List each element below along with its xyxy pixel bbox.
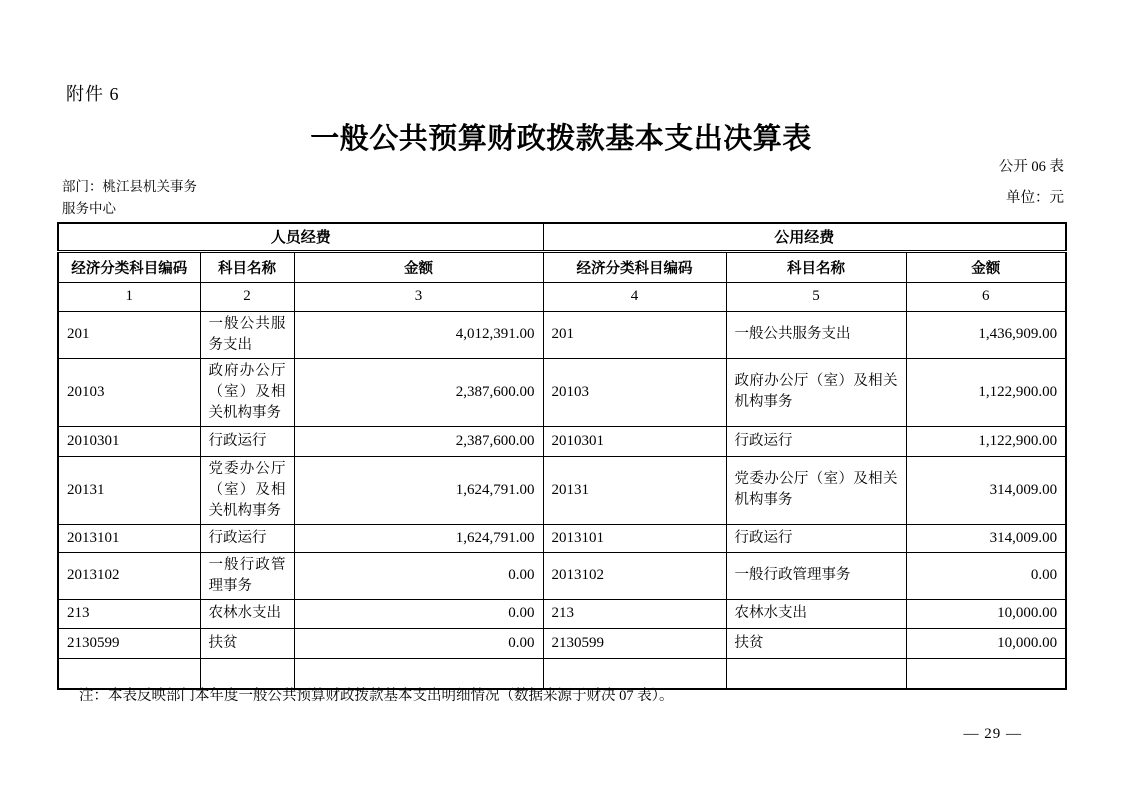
column-number-row [58, 282, 1066, 311]
column-number: 5 [726, 282, 906, 311]
subject-cell: 政府办公厅（室）及相关机构事务 [200, 358, 294, 426]
department-label [62, 176, 197, 220]
department-line-2: 服务中心 [62, 201, 116, 216]
amount-cell: 1,436,909.00 [906, 311, 1066, 358]
code-cell: 2010301 [58, 426, 200, 456]
subject-cell: 扶贫 [200, 628, 294, 658]
table-row [58, 426, 1066, 456]
subject-cell: 政府办公厅（室）及相关机构事务 [726, 358, 906, 426]
subject-cell [726, 658, 906, 689]
column-number: 2 [200, 282, 294, 311]
table-note: 注：本表反映部门本年度一般公共预算财政拨款基本支出明细情况（数据来源于财决 07 表）。 [79, 688, 674, 704]
department-line-1: 部门：桃江县机关事务 [62, 179, 197, 194]
code-cell: 2130599 [543, 628, 726, 658]
amount-cell: 10,000.00 [906, 599, 1066, 628]
group-header-personnel: 人员经费 [58, 223, 543, 251]
subject-cell: 行政运行 [726, 524, 906, 552]
amount-cell: 0.00 [294, 628, 543, 658]
code-cell: 20103 [58, 358, 200, 426]
code-cell: 2010301 [543, 426, 726, 456]
column-header: 科目名称 [726, 251, 906, 282]
amount-cell: 1,624,791.00 [294, 456, 543, 524]
subject-cell: 一般行政管理事务 [726, 552, 906, 599]
subject-cell: 党委办公厅（室）及相关机构事务 [726, 456, 906, 524]
amount-cell: 4,012,391.00 [294, 311, 543, 358]
code-cell: 2013102 [543, 552, 726, 599]
column-header: 金额 [294, 251, 543, 282]
code-cell: 213 [58, 599, 200, 628]
column-header: 金额 [906, 251, 1066, 282]
code-cell: 20131 [58, 456, 200, 524]
code-cell: 2013102 [58, 552, 200, 599]
code-cell: 2013101 [543, 524, 726, 552]
table-row [58, 552, 1066, 599]
unit-label: 单位：元 [1006, 190, 1064, 206]
group-header-row [58, 223, 1066, 251]
subject-cell: 行政运行 [200, 524, 294, 552]
amount-cell: 1,624,791.00 [294, 524, 543, 552]
table-ref-label: 公开 06 表 [998, 159, 1064, 175]
attachment-label: 附件 6 [66, 84, 120, 104]
amount-cell [906, 658, 1066, 689]
code-cell: 213 [543, 599, 726, 628]
page-title: 一般公共预算财政拨款基本支出决算表 [310, 123, 812, 155]
column-header: 经济分类科目编码 [58, 251, 200, 282]
table-row [58, 311, 1066, 358]
subject-cell: 农林水支出 [726, 599, 906, 628]
subject-cell: 农林水支出 [200, 599, 294, 628]
table-row [58, 628, 1066, 658]
amount-cell: 1,122,900.00 [906, 358, 1066, 426]
subject-cell: 行政运行 [200, 426, 294, 456]
page-number: — 29 — [963, 726, 1022, 742]
amount-cell: 0.00 [294, 552, 543, 599]
amount-cell: 0.00 [906, 552, 1066, 599]
code-cell: 2130599 [58, 628, 200, 658]
amount-cell: 0.00 [294, 599, 543, 628]
code-cell: 201 [543, 311, 726, 358]
amount-cell: 314,009.00 [906, 524, 1066, 552]
column-header-row [58, 251, 1066, 282]
column-number: 4 [543, 282, 726, 311]
amount-cell: 1,122,900.00 [906, 426, 1066, 456]
subject-cell: 一般公共服务支出 [200, 311, 294, 358]
code-cell: 201 [58, 311, 200, 358]
subject-cell: 行政运行 [726, 426, 906, 456]
table-row [58, 456, 1066, 524]
subject-cell: 党委办公厅（室）及相关机构事务 [200, 456, 294, 524]
amount-cell: 10,000.00 [906, 628, 1066, 658]
code-cell: 2013101 [58, 524, 200, 552]
column-number: 6 [906, 282, 1066, 311]
code-cell: 20131 [543, 456, 726, 524]
expenditure-table-wrap [57, 222, 1065, 690]
subject-cell: 一般行政管理事务 [200, 552, 294, 599]
column-header: 科目名称 [200, 251, 294, 282]
code-cell: 20103 [543, 358, 726, 426]
group-header-public: 公用经费 [543, 223, 1066, 251]
table-row [58, 599, 1066, 628]
table-row [58, 524, 1066, 552]
column-header: 经济分类科目编码 [543, 251, 726, 282]
amount-cell: 314,009.00 [906, 456, 1066, 524]
amount-cell: 2,387,600.00 [294, 358, 543, 426]
subject-cell: 扶贫 [726, 628, 906, 658]
subject-cell: 一般公共服务支出 [726, 311, 906, 358]
amount-cell: 2,387,600.00 [294, 426, 543, 456]
column-number: 3 [294, 282, 543, 311]
column-number: 1 [58, 282, 200, 311]
expenditure-table [57, 222, 1067, 690]
table-row [58, 358, 1066, 426]
